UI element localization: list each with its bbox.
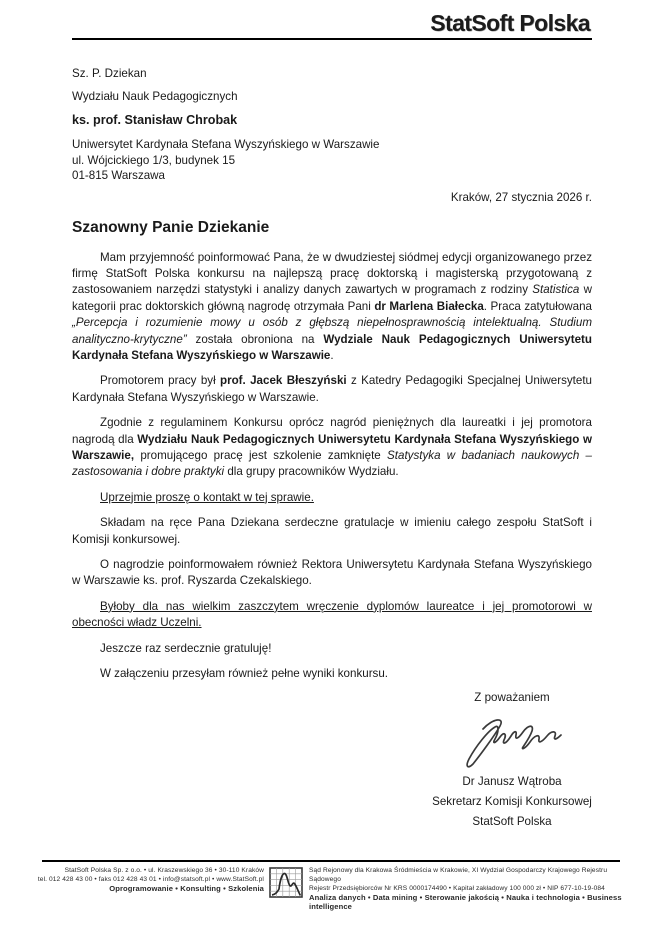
paragraph: Zgodnie z regulaminem Konkursu oprócz nagród pieniężnych dla laureatki i jej promotora nagrodą dla Wydziału Nauk Pedagogicznych Uniwersytetu Kardynała Stefana Wyszyńskiego w Warszawie, promującego pracę jest szkolenie zamknięte Statystyka w badaniach naukowych – zastosowania i dobre praktyki dla grupy pracowników Wydziału. (72, 416, 592, 479)
paragraph: Promotorem pracy był prof. Jacek Błeszyński z Katedry Pedagogiki Specjalnej Uniwersytetu Kardynała Stefana Wyszyńskiego w Warszawie. (72, 374, 593, 404)
paragraph: Uprzejmie proszę o kontakt w tej sprawie. (100, 490, 314, 504)
handwritten-signature-icon (422, 710, 602, 772)
date-line: Kraków, 27 stycznia 2026 r. (450, 190, 592, 204)
footer-company-info (36, 866, 264, 893)
footer-contact-line: tel. 012 428 43 00 • faks 012 428 43 01 • info@statsoft.pl • www.StatSoft.pl (37, 876, 264, 883)
footer-domains-line: Analiza danych • Data mining • Sterowanie jakością • Nauka i technologia • Business intelligence (309, 893, 622, 911)
valediction: Z poważaniem (474, 691, 550, 705)
closing-block (422, 691, 602, 832)
paragraph: Mam przyjemność poinformować Pana, że w dwudziestej siódmej edycji organizowanego przez firmę StatSoft Polska konkursu na najlepszą pracę doktorską i magisterską przygotowaną z zastosowaniem narzędzi statystyki i analizy danych zawartych w programach z rodziny Statistica w kategorii prac doktorskich główną nagrodę otrzymała Pani dr Marlena Białecka. Praca zatytułowana „Percepcja i rozumienie mowy u osób z głębszą niepełnosprawnością intelektualną. Studium analityczno-krytyczne” została obroniona na Wydziale Nauk Pedagogicznych Uniwersytetu Kardynała Stefana Wyszyńskiego w Warszawie. (72, 250, 592, 362)
recipient-city: 01-815 Warszawa (72, 169, 166, 182)
footer-services-line: Oprogramowanie • Konsulting • Szkolenia (109, 884, 264, 893)
footer-krs-line: Rejestr Przedsiębiorców Nr KRS 0000174490 • Kapitał zakładowy 100 000 zł • NIP 677-10-19-084 (309, 885, 605, 892)
recipient-salutation: Sz. P. Dziekan (72, 67, 147, 80)
letter-heading: Szanowny Panie Dziekanie (72, 218, 270, 236)
recipient-block (72, 67, 592, 184)
recipient-street: ul. Wójcickiego 1/3, budynek 15 (72, 153, 236, 167)
paragraph: W załączeniu przesyłam również pełne wyniki konkursu. (100, 667, 389, 681)
signer-name: Dr Janusz Wątroba (462, 775, 562, 789)
header-divider (72, 38, 592, 40)
paragraph: Jeszcze raz serdecznie gratuluję! (100, 641, 272, 655)
recipient-university: Uniwersytet Kardynała Stefana Wyszyńskiego w Warszawie (72, 138, 380, 151)
recipient-department: Wydziału Nauk Pedagogicznych (72, 90, 238, 103)
paragraph: O nagrodzie poinformowałem również Rektora Uniwersytetu Kardynała Stefana Wyszyńskiego w Warszawie ks. prof. Ryszarda Czekalskiego. (72, 558, 592, 588)
statsoft-histogram-logo-icon (269, 867, 304, 903)
footer-legal-info (309, 866, 629, 911)
letter-body (72, 250, 592, 683)
paragraph: Byłoby dla nas wielkim zaszczytem wręczenie dyplomów laureatce i jej promotorowi w obecności władz Uczelni. (72, 599, 592, 630)
recipient-name: ks. prof. Stanisław Chrobak (72, 113, 238, 127)
header (72, 10, 592, 37)
signer-title: Sekretarz Komisji Konkursowej (432, 795, 592, 809)
footer (0, 860, 665, 911)
footer-court-line: Sąd Rejonowy dla Krakowa Śródmieścia w Krakowie, XI Wydział Gospodarczy Krajowego Rejestru Sądowego (309, 867, 608, 883)
signer-company: StatSoft Polska (472, 815, 552, 829)
footer-address-line: StatSoft Polska Sp. z o.o. • ul. Kraszewskiego 36 • 30-110 Kraków (64, 867, 264, 874)
statsoft-logo: StatSoft Polska (430, 10, 590, 36)
paragraph: Składam na ręce Pana Dziekana serdeczne gratulacje w imieniu całego zespołu StatSoft i Komisji konkursowej. (72, 516, 592, 546)
